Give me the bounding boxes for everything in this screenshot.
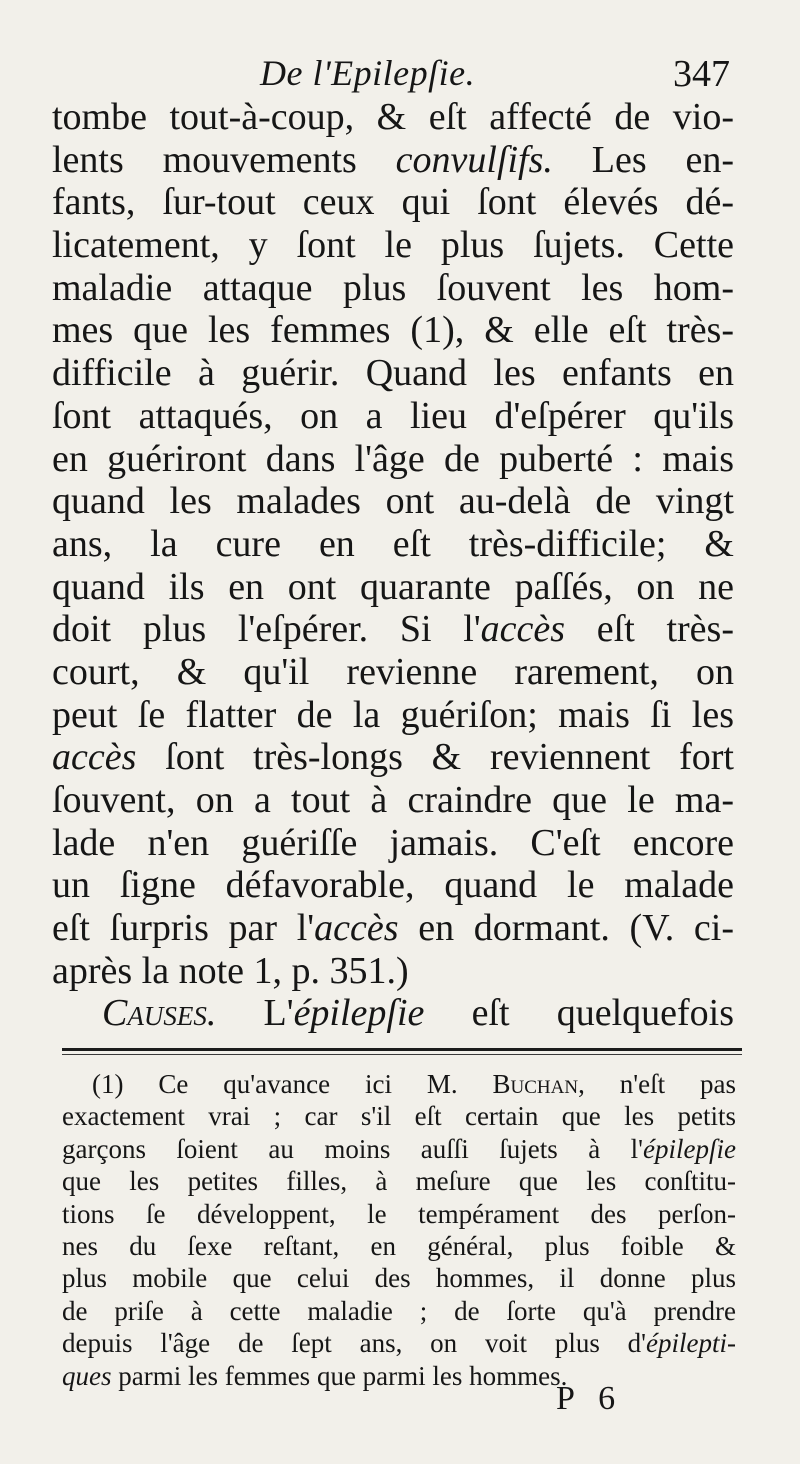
text-line: licatement, y ſont le plus ſujets. Cette xyxy=(52,224,734,267)
page-header xyxy=(260,52,730,96)
text-line: eſt ſurpris par l'accès en dormant. (V. ci- xyxy=(52,907,734,950)
text-line: lents mouvements convulſifs. Les en- xyxy=(52,138,734,181)
main-text xyxy=(52,96,734,1035)
footnote-rule xyxy=(62,1048,742,1051)
text-line: après la note 1, p. 351.) xyxy=(52,949,409,992)
footnote-line: garçons ſoient au moins auſſi ſujets à l'épilepſie xyxy=(62,1133,736,1164)
text-line: tombe tout-à-coup, & eſt affecté de vio- xyxy=(52,96,734,138)
text-line: quand les malades ont au-delà de vingt xyxy=(52,480,734,523)
section-heading: Causes. xyxy=(102,992,217,1035)
text-line: quand ils en ont quarante paſſés, on ne xyxy=(52,565,734,608)
text-line: peut ſe flatter de la guériſon; mais ſi les xyxy=(52,693,734,736)
footnote-line: depuis l'âge de ſept ans, on voit plus d'épilepti- xyxy=(62,1328,736,1359)
text-line: fants, ſur-tout ceux qui ſont élevés dé- xyxy=(52,181,734,224)
text-line: lade n'en guériſſe jamais. C'eſt encore xyxy=(52,821,734,864)
footnote-line: ques parmi les femmes que parmi les hommes. xyxy=(62,1360,568,1391)
text-line: maladie attaque plus ſouvent les hom- xyxy=(52,266,734,309)
footnote-line: nes du ſexe reſtant, en général, plus foible & xyxy=(62,1230,736,1261)
footnote-line: que les petites filles, à meſure que les conſtitu- xyxy=(62,1166,736,1197)
text-line: mes que les femmes (1), & elle eſt très- xyxy=(52,309,734,352)
running-title: De l'Epilepſie. xyxy=(260,53,476,93)
footnote-line: exactement vrai ; car s'il eſt certain que les petits xyxy=(62,1101,736,1132)
footnote-line: plus mobile que celui des hommes, il donne plus xyxy=(62,1263,736,1294)
page-number: 347 xyxy=(673,53,730,95)
footnote-line: tions ſe développent, le tempérament des perſon- xyxy=(62,1198,736,1229)
text-line: difficile à guérir. Quand les enfants en xyxy=(52,352,734,395)
text-line: un ſigne défavorable, quand le malade xyxy=(52,864,734,907)
text-line: accès ſont très-longs & reviennent fort xyxy=(52,736,734,779)
footnote-rule-thin xyxy=(62,1054,742,1055)
signature-mark: P 6 xyxy=(556,1380,624,1417)
text-line: doit plus l'eſpérer. Si l'accès eſt très- xyxy=(52,608,734,651)
footnote-line: de priſe à cette maladie ; de ſorte qu'à prendre xyxy=(62,1295,736,1326)
text-line: ſont attaqués, on a lieu d'eſpérer qu'ils xyxy=(52,394,734,437)
text-line: en guériront dans l'âge de puberté : mais xyxy=(52,437,734,480)
text-line: court, & qu'il revienne rarement, on xyxy=(52,650,734,693)
footnote xyxy=(62,1068,736,1392)
section-heading-line: Causes. L'épilepſie eſt quelquefois xyxy=(102,992,734,1035)
text-line: ſouvent, on a tout à craindre que le ma- xyxy=(52,779,734,821)
text-line: ans, la cure en eſt très-difficile; & xyxy=(52,522,734,565)
footnote-line: (1) Ce qu'avance ici M. Buchan, n'eſt pas xyxy=(92,1069,737,1099)
